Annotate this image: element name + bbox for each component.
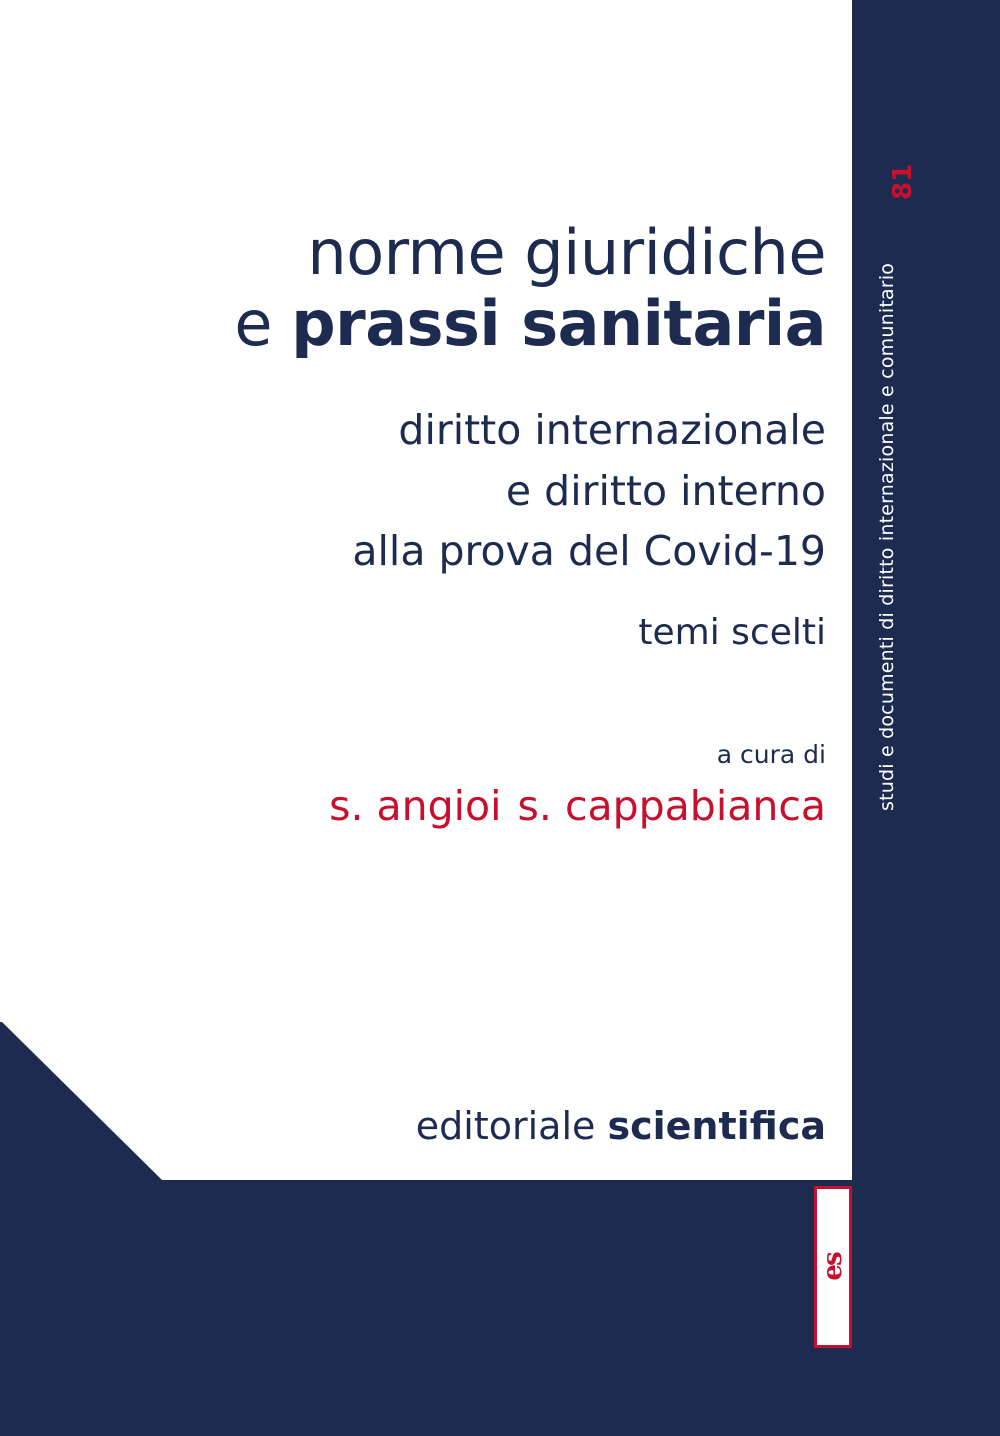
publisher-name: [60, 1104, 826, 1148]
series-title-text: studi e documenti di diritto internazionale e comunitario: [876, 262, 898, 811]
subtitle: [60, 400, 826, 582]
publisher-bold: scientifica: [607, 1104, 826, 1148]
title-line-2: [60, 287, 826, 361]
series-vertical-block: [855, 190, 901, 810]
page-title: [60, 216, 826, 361]
editor-name-2: s. cappabianca: [517, 782, 826, 830]
subtitle-line-1: diritto internazionale: [398, 406, 826, 454]
editor-name-1: s. angioi: [329, 782, 502, 830]
kicker-text: temi scelti: [638, 612, 826, 653]
title-line-2-bold: prassi sanitaria: [291, 286, 826, 360]
editors-names: [60, 782, 826, 830]
title-line-2-light: e: [234, 286, 292, 360]
publisher-regular: editoriale: [415, 1104, 608, 1148]
series-number: 81: [888, 163, 918, 200]
publisher-logo-badge: [814, 1186, 852, 1348]
subtitle-line-3: alla prova del Covid-19: [352, 527, 826, 576]
subtitle-line-2: e diritto interno: [505, 466, 826, 515]
title-line-1: norme giuridiche: [307, 216, 826, 289]
publisher-logo-mark: es: [818, 1253, 848, 1281]
editors-label: a cura di: [716, 740, 826, 769]
